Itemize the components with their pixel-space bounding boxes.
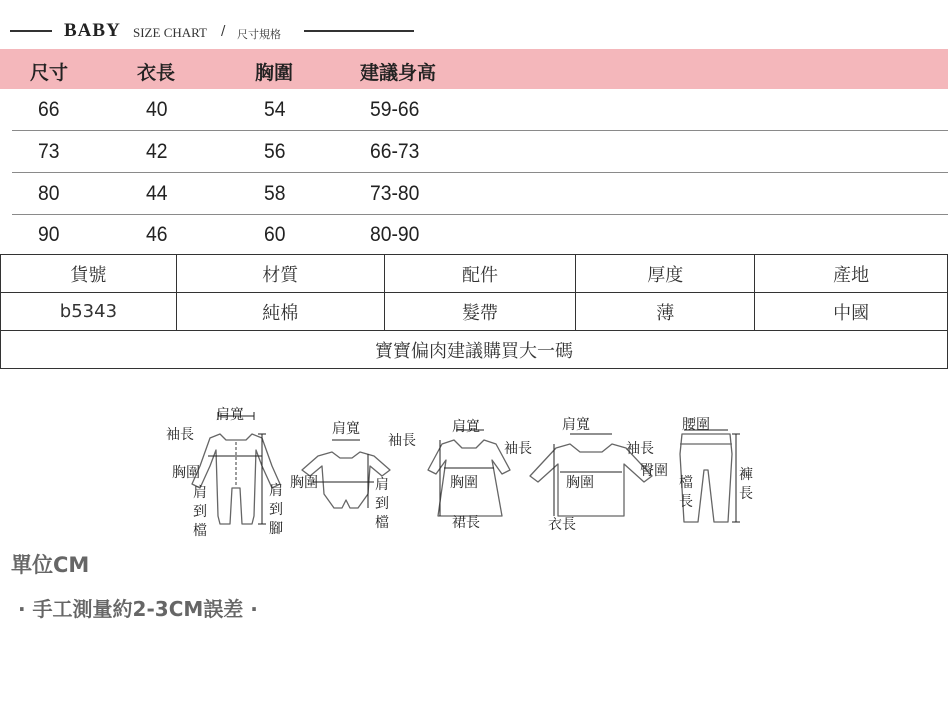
cell-length: 46 xyxy=(146,223,168,246)
cell-size: 73 xyxy=(38,140,60,163)
cell-size: 90 xyxy=(38,223,60,246)
cell-length: 40 xyxy=(146,98,168,121)
pants-hip-label: 臀圍 xyxy=(640,463,668,479)
value-material: 純棉 xyxy=(176,293,384,331)
cell-chest: 56 xyxy=(264,140,286,163)
romper-shoulder-label: 肩寬 xyxy=(216,407,244,423)
header-rule-right xyxy=(304,30,414,32)
bodysuit-chest-label: 胸圍 xyxy=(290,475,318,491)
romper-shoulder-foot-label: 肩到腳 xyxy=(269,483,283,537)
header-accessory: 配件 xyxy=(384,255,576,293)
value-accessory: 髮帶 xyxy=(384,293,576,331)
sizing-note-row xyxy=(1,331,948,369)
table-row xyxy=(0,131,948,173)
bodysuit-shoulder-crotch-label: 肩到檔 xyxy=(375,477,389,531)
measurement-diagrams xyxy=(162,404,762,552)
romper-sleeve-label: 袖長 xyxy=(166,427,194,443)
header-height: 建議身高 xyxy=(360,62,437,84)
value-origin: 中國 xyxy=(755,293,948,331)
table-row xyxy=(0,214,948,256)
cell-chest: 58 xyxy=(264,182,286,205)
cell-height: 73-80 xyxy=(370,182,420,205)
dress-chest-label: 胸圍 xyxy=(450,475,478,491)
header-origin: 產地 xyxy=(755,255,948,293)
cell-chest: 54 xyxy=(264,98,286,121)
product-info-header-row xyxy=(1,255,948,293)
top-shoulder-label: 肩寬 xyxy=(562,417,590,433)
dress-skirt-length-label: 裙長 xyxy=(452,515,480,531)
cell-size: 66 xyxy=(38,98,60,121)
header-chest: 胸圍 xyxy=(255,62,294,84)
value-thickness: 薄 xyxy=(576,293,755,331)
title-separator: / xyxy=(221,24,226,39)
romper-shoulder-crotch-label: 肩到檔 xyxy=(193,485,207,539)
unit-note: 單位CM xyxy=(11,553,90,577)
product-info-value-row xyxy=(1,293,948,331)
header-size: 尺寸 xyxy=(30,62,69,84)
pants-length-label: 褲長 xyxy=(739,467,753,502)
header-item-number: 貨號 xyxy=(1,255,177,293)
cell-length: 42 xyxy=(146,140,168,163)
cell-height: 66-73 xyxy=(370,140,420,163)
header-thickness: 厚度 xyxy=(576,255,755,293)
cell-height: 80-90 xyxy=(370,223,420,246)
cell-chest: 60 xyxy=(264,223,286,246)
cell-height: 59-66 xyxy=(370,98,420,121)
top-sleeve-label: 袖長 xyxy=(626,441,654,457)
header-length: 衣長 xyxy=(137,62,176,84)
size-table-header xyxy=(0,49,948,89)
cell-size: 80 xyxy=(38,182,60,205)
top-chest-label: 胸圍 xyxy=(566,475,594,491)
top-length-label: 衣長 xyxy=(548,517,576,533)
pants-crotch-label: 檔長 xyxy=(679,475,693,510)
size-chart-header xyxy=(0,14,948,48)
header-rule-left xyxy=(10,30,52,32)
cell-length: 44 xyxy=(146,182,168,205)
header-material: 材質 xyxy=(176,255,384,293)
brand-title: BABY xyxy=(64,20,121,41)
product-info-table xyxy=(0,254,948,369)
dress-sleeve-label: 袖長 xyxy=(504,441,532,457)
value-item-number: b5343 xyxy=(1,293,177,331)
dress-shoulder-label: 肩寬 xyxy=(452,419,480,435)
chart-cn-title: 尺寸規格 xyxy=(237,28,281,41)
measurement-error-note: · 手工測量約2-3CM誤差 · xyxy=(18,597,258,621)
pants-waist-label: 腰圍 xyxy=(682,417,710,433)
chart-subtitle: SIZE CHART xyxy=(133,25,207,40)
sizing-advice: 寶寶偏肉建議購買大一碼 xyxy=(1,331,948,369)
bodysuit-sleeve-label: 袖長 xyxy=(388,433,416,449)
romper-chest-label: 胸圍 xyxy=(172,465,200,481)
table-row xyxy=(0,173,948,215)
table-row xyxy=(0,89,948,131)
bodysuit-shoulder-label: 肩寬 xyxy=(332,421,360,437)
